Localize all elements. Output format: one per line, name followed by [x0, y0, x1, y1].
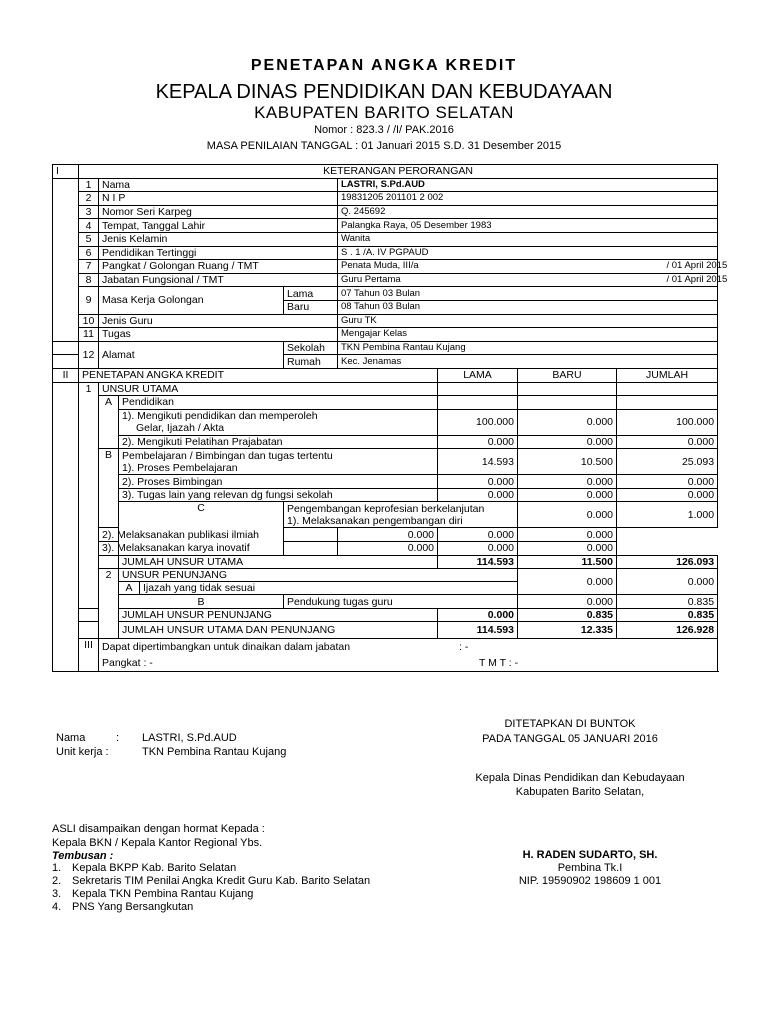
document-title: PENETAPAN ANGKA KREDIT — [250, 57, 518, 74]
tembusan-item: 4. PNS Yang Bersangkutan — [52, 901, 194, 913]
rank-recommendation: Pangkat : - — [102, 657, 153, 670]
section1-heading-row — [53, 165, 718, 179]
footer-unit: TKN Pembina Rantau Kujang — [142, 746, 287, 758]
section2-heading-row — [53, 368, 718, 382]
signer-name: H. RADEN SUDARTO, SH. — [522, 849, 658, 861]
tembusan-item: 3. Kepala TKN Pembina Rantau Kujang — [52, 888, 254, 900]
credit-row: 2). Proses Bimbingan 0.000 0.000 0.000 — [53, 475, 718, 489]
grand-total-row: JUMLAH UNSUR UTAMA DAN PENUNJANG 114.593 12.335 126.928 — [53, 622, 718, 639]
col-jumlah: JUMLAH — [617, 368, 718, 382]
unsur-utama-label: UNSUR UTAMA — [99, 382, 438, 396]
office-title: KEPALA DINAS PENDIDIKAN DAN KEBUDAYAAN — [155, 81, 613, 103]
total-row: JUMLAH UNSUR PENUNJANG 0.000 0.835 0.835 — [53, 608, 718, 622]
masa-kerja-baru: 08 Tahun 03 Bulan — [338, 300, 718, 314]
alamat-row: Rumah Kec. Jenamas — [53, 355, 718, 369]
gender-value: Wanita — [338, 232, 718, 246]
position-tmt: / 01 April 2015 — [666, 274, 728, 286]
col-lama: LAMA — [438, 368, 518, 382]
personal-row: 8 Jabatan Fungsional / TMT Guru Pertama / 01 April 2015 — [53, 273, 718, 287]
footer-unit-label: Unit kerja : — [56, 746, 109, 758]
tembusan-label: Tembusan : — [52, 850, 114, 862]
signer-title-1: Kepala Dinas Pendidikan dan Kebudayaan — [475, 772, 685, 784]
masa-kerja-lama: 07 Tahun 03 Bulan — [338, 287, 718, 301]
alamat-rumah: Kec. Jenamas — [338, 355, 718, 369]
personal-row: 6 Pendidikan Tertinggi S . 1 /A. IV PGPAUD — [53, 246, 718, 260]
personal-row: 7 Pangkat / Golongan Ruang / TMT Penata Muda, III/a / 01 April 2015 — [53, 260, 718, 274]
section3-roman: III — [79, 639, 99, 672]
document-page: PENETAPAN ANGKA KREDIT KEPALA DINAS PENDIDIKAN DAN KEBUDAYAAN KABUPATEN BARITO SELATAN Nomor : 823.3 / /I/ PAK.2016 MASA PENILAIAN TANGGAL : 01 Januari 2015 S.D. 31 Desember 2015 I KETERANGAN PERORANGAN 1 Nama LASTRI, S.Pd.AUD 2 N I P 19831205 201101 2 002 3 Nomor Seri Karpeg Q. 245692 4 Tempat, Tanggal Lahir Palangka Raya, 05 Desember 1983 5 Jenis Kelamin Wanita 6 Pendidikan Tertinggi S . 1 /A. IV PGPAUD 7 Pangkat / Golongan Ruang / TMT Penata Muda, III/a / 01 April 2015 8 Jabatan Fungsional / TMT Guru Pertama / 01 April 2015 9 Masa Kerja Golongan Lama 07 Tahun 03 Bulan Baru 08 Tahun 03 Bulan 10 Jenis Guru Guru TK 11 Tugas Mengajar Kelas 12 Alamat Sekolah TKN Pembina Rantau Kujang Rumah Kec. Jenamas II PENETAPAN ANGKA KREDIT LAMA BARU JUMLAH 1 UNSUR UTAMA A Pendidikan 1). Mengikuti pendidikan dan memperoleh Gelar, Ijazah / Akta 100.000 0.000 100.000 2). Mengikuti Pelatihan Prajabatan 0.000 0.000 0.000 B Pembelajaran / Bimbingan dan tugas tertentu 1). Proses Pembelajaran 14.593 10.500 25.093 2). Proses Bimbingan 0.000 0.000 0.000 3). Tugas lain yang relevan dg fungsi sekolah 0.000 0.000 0.000 C Pengembangan keprofesian berkelanjutan 1). Melaksanakan pengembangan diri 0.000 1.000 2). Melaksanakan publikasi ilmiah 0.000 0.000 0.000 3). Melaksanakan karya inovatif 0.000 0.000 0.000 JUMLAH UNSUR UTAMA 114.593 11.500 126.093 2 UNSUR PENUNJANG A Ijazah yang tidak sesuai 0.000 0.000 B Pendukung tugas guru 0.000 0.835 JUMLAH UNSUR PENUNJANG 0.000 0.835 0.835 JUMLAH UNSUR UTAMA DAN PENUNJANG 114.593 12.335 126.928 III Dapat dipertimbangkan untuk dinaikan dalam jabatan : - Pangkat : - T M T : - Nama : LASTRI, S.Pd.AUD Unit kerja : TKN Pembina Rantau Kujang DITETAPKAN DI BUNTOK PADA TANGGAL 05 JANUARI 2016 Kepala Dinas Pendidikan dan Kebudayaan Kabupaten Barito Selatan, ASLI disampaikan dengan hormat Kepada : Kepala BKN / Kepala Kantor Regional Ybs. Tembusan : 1. Kepala BKPP Kab. Barito Selatan 2. Sekretaris TIM Penilai Angka Kredit Guru Kab. Barito Selatan 3. Kepala TKN Pembina Rantau Kujang 4. PNS Yang Bersangkutan H. RADEN SUDARTO, SH. Pembina Tk.I NIP. 19590902 198609 1 001 — [0, 0, 768, 1024]
footer-nama-label: Nama — [56, 732, 86, 744]
recommendation-text: Dapat dipertimbangkan untuk dinaikan dalam jabatan — [102, 641, 351, 654]
asli-line-1: ASLI disampaikan dengan hormat Kepada : — [52, 823, 265, 835]
alamat-row: 12 Alamat Sekolah TKN Pembina Rantau Kujang — [53, 341, 718, 355]
credit-row: 1). Mengikuti pendidikan dan memperoleh Gelar, Ijazah / Akta 100.000 0.000 100.000 — [53, 409, 718, 435]
signer-title-2: Kabupaten Barito Selatan, — [515, 786, 645, 798]
credit-row: 2). Mengikuti Pelatihan Prajabatan 0.000 0.000 0.000 — [53, 435, 718, 449]
regency-title: KABUPATEN BARITO SELATAN — [254, 103, 514, 122]
personal-row: 11 Tugas Mengajar Kelas — [53, 328, 718, 342]
personal-row: 1 Nama LASTRI, S.Pd.AUD — [53, 178, 718, 192]
grand-total-label: JUMLAH UNSUR UTAMA DAN PENUNJANG — [119, 622, 438, 639]
nama-value: LASTRI, S.Pd.AUD — [338, 178, 718, 192]
credit-table — [52, 164, 728, 672]
section2-roman: II — [53, 368, 79, 382]
personal-row: 10 Jenis Guru Guru TK — [53, 314, 718, 328]
jenis-guru-value: Guru TK — [338, 314, 718, 328]
rank-value: Penata Muda, III/a — [341, 260, 419, 272]
total-row: JUMLAH UNSUR UTAMA 114.593 11.500 126.093 — [53, 555, 718, 569]
credit-row: B Pembelajaran / Bimbingan dan tugas tertentu 1). Proses Pembelajaran 14.593 10.500 25.093 — [53, 449, 718, 475]
credit-row: A Pendidikan — [53, 396, 718, 410]
credit-row: 2). Melaksanakan publikasi ilmiah 0.000 0.000 0.000 — [53, 528, 718, 542]
signer-nip: NIP. 19590902 198609 1 001 — [518, 875, 662, 887]
nip-value: 19831205 201101 2 002 — [338, 192, 718, 206]
tmt-recommendation: T M T : - — [479, 657, 519, 670]
signer-rank: Pembina Tk.I — [557, 862, 623, 874]
masa-kerja-row: 9 Masa Kerja Golongan Lama 07 Tahun 03 Bulan — [53, 287, 718, 301]
personal-row: 2 N I P 19831205 201101 2 002 — [53, 192, 718, 206]
credit-row: C Pengembangan keprofesian berkelanjutan 1). Melaksanakan pengembangan diri 0.000 1.000 — [53, 502, 718, 528]
rank-tmt: / 01 April 2015 — [666, 260, 728, 272]
total-penunjang-label: JUMLAH UNSUR PENUNJANG — [119, 608, 438, 622]
tembusan-item: 2. Sekretaris TIM Penilai Angka Kredit Guru Kab. Barito Selatan — [52, 875, 371, 887]
ditetapkan: DITETAPKAN DI BUNTOK — [504, 718, 636, 730]
education-value: S . 1 /A. IV PGPAUD — [338, 246, 718, 260]
assessment-period: MASA PENILAIAN TANGGAL : 01 Januari 2015 S.D. 31 Desember 2015 — [206, 140, 562, 152]
document-number: Nomor : 823.3 / /I/ PAK.2016 — [314, 124, 454, 136]
masa-kerja-row: Baru 08 Tahun 03 Bulan — [53, 300, 718, 314]
credit-row: 1 UNSUR UTAMA — [53, 382, 718, 396]
karpeg-value: Q. 245692 — [338, 205, 718, 219]
section3-row: III Dapat dipertimbangkan untuk dinaikan dalam jabatan : - Pangkat : - T M T : - — [53, 639, 718, 672]
tembusan-item: 1. Kepala BKPP Kab. Barito Selatan — [52, 862, 237, 874]
alamat-sekolah: TKN Pembina Rantau Kujang — [338, 341, 718, 355]
credit-row: 3). Melaksanakan karya inovatif 0.000 0.000 0.000 — [53, 542, 718, 556]
section2-heading: PENETAPAN ANGKA KREDIT — [79, 368, 438, 382]
personal-row: 4 Tempat, Tanggal Lahir Palangka Raya, 05 Desember 1983 — [53, 219, 718, 233]
birth-value: Palangka Raya, 05 Desember 1983 — [338, 219, 718, 233]
credit-row: B Pendukung tugas guru 0.000 0.835 — [53, 595, 718, 609]
section1-heading: KETERANGAN PERORANGAN — [79, 165, 718, 179]
section1-roman: I — [53, 165, 79, 179]
personal-row: 3 Nomor Seri Karpeg Q. 245692 — [53, 205, 718, 219]
tanggal: PADA TANGGAL 05 JANUARI 2016 — [482, 733, 658, 745]
footer-nama: LASTRI, S.Pd.AUD — [142, 732, 237, 744]
col-baru: BARU — [518, 368, 617, 382]
personal-row: 5 Jenis Kelamin Wanita — [53, 232, 718, 246]
asli-line-2: Kepala BKN / Kepala Kantor Regional Ybs. — [52, 837, 263, 849]
credit-row: 3). Tugas lain yang relevan dg fungsi sekolah 0.000 0.000 0.000 — [53, 488, 718, 502]
credit-row: 2 UNSUR PENUNJANG A Ijazah yang tidak sesuai 0.000 0.000 — [53, 569, 718, 595]
position-value: Guru Pertama — [341, 274, 401, 286]
total-utama-label: JUMLAH UNSUR UTAMA — [119, 555, 438, 569]
tugas-value: Mengajar Kelas — [338, 328, 718, 342]
